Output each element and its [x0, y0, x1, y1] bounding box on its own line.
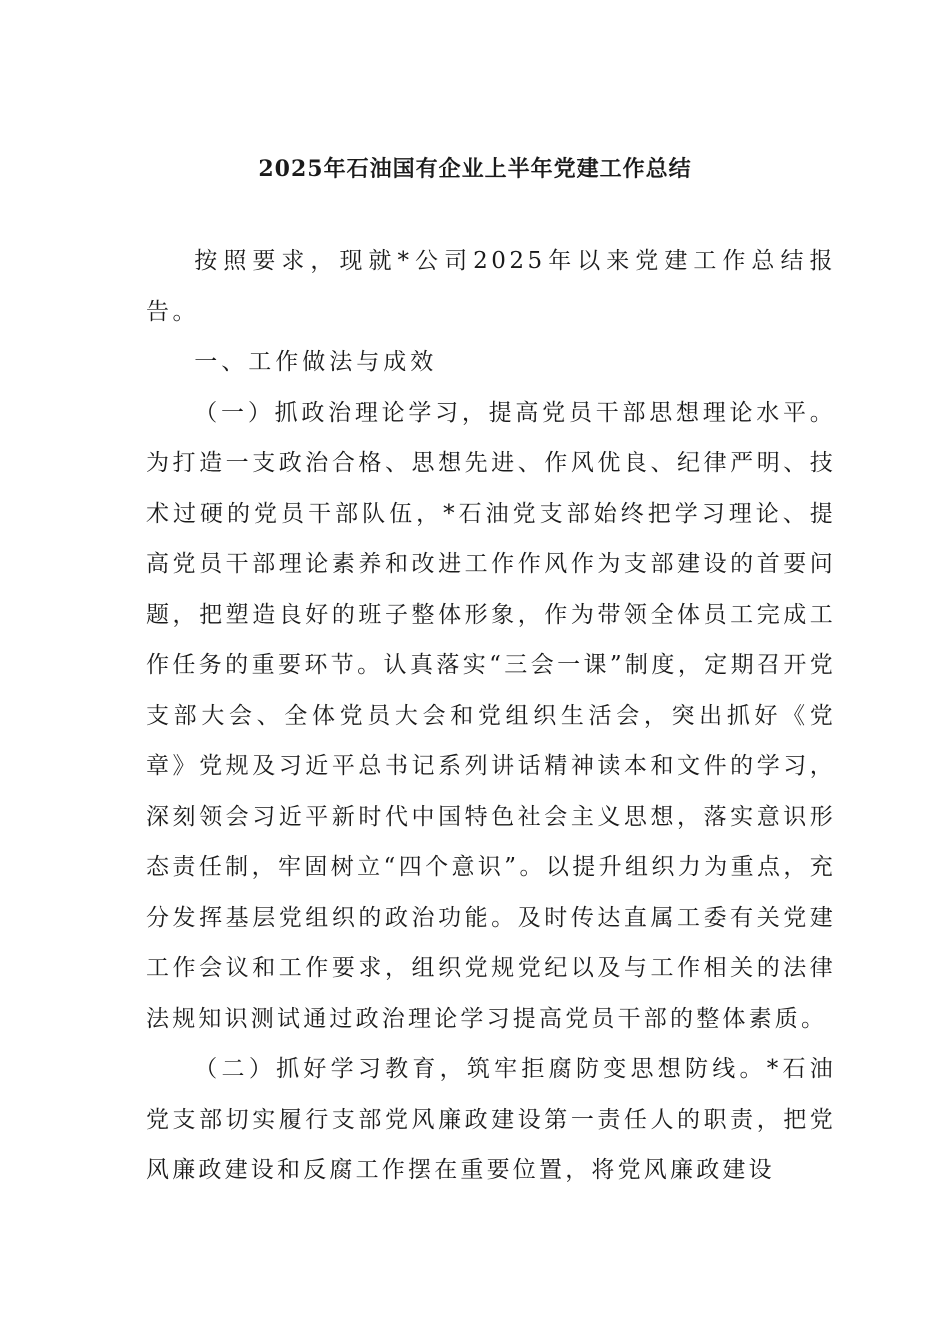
intro-paragraph: 按照要求，现就*公司2025年以来党建工作总结报告。	[146, 248, 836, 325]
document-title: 2025年石油国有企业上半年党建工作总结	[258, 156, 692, 182]
document-body	[146, 236, 836, 1196]
section-heading: 一、工作做法与成效	[194, 349, 438, 375]
subsection-paragraph-2: （二）抓好学习教育，筑牢拒腐防变思想防线。*石油党支部切实履行支部党风廉政建设第一责任人的职责，把党风廉政建设和反腐工作摆在重要位置，将党风廉政建设	[146, 1056, 836, 1183]
subsection-paragraph-1: （一）抓政治理论学习，提高党员干部思想理论水平。为打造一支政治合格、思想先进、作风优良、纪律严明、技术过硬的党员干部队伍，*石油党支部始终把学习理论、提高党员干部理论素养和改进工作作风作为支部建设的首要问题，把塑造良好的班子整体形象，作为带领全体员工完成工作任务的重要环节。认真落实“三会一课”制度，定期召开党支部大会、全体党员大会和党组织生活会，突出抓好《党章》党规及习近平总书记系列讲话精神读本和文件的学习，深刻领会习近平新时代中国特色社会主义思想，落实意识形态责任制，牢固树立“四个意识”。以提升组织力为重点，充分发挥基层党组织的政治功能。及时传达直属工委有关党建工作会议和工作要求，组织党规党纪以及与工作相关的法律法规知识测试通过政治理论学习提高党员干部的整体素质。	[146, 399, 836, 1032]
